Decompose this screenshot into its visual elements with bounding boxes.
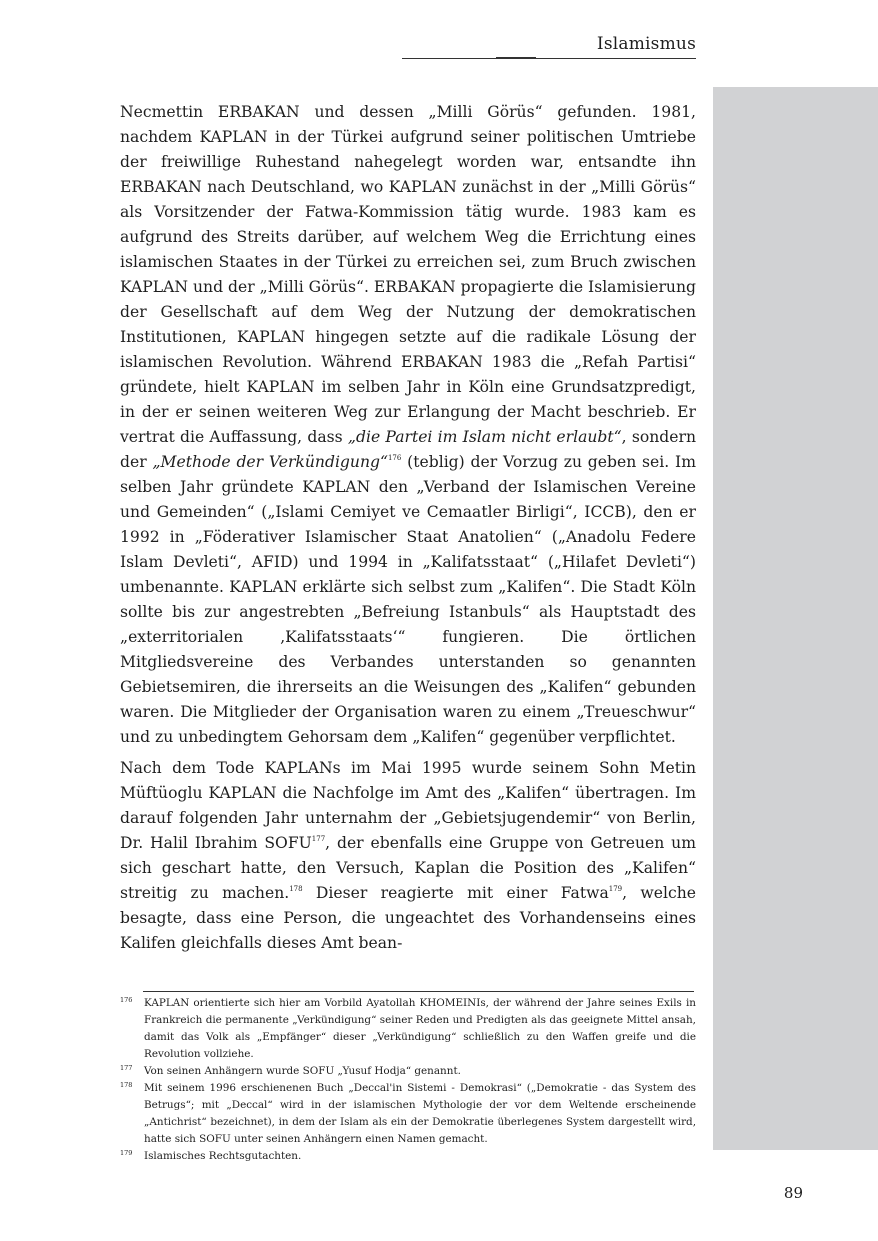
- footnote: [120, 1080, 696, 1148]
- footnote-number: 176: [120, 996, 133, 1004]
- running-header: Islamismus: [596, 34, 696, 54]
- footnote-number: 179: [120, 1149, 133, 1157]
- footnote-text: KAPLAN orientierte sich hier am Vorbild Ayatollah KHOMEINIs, der während der Jahre seines Exils in Frankreich die permanente „Verkündigung“ seiner Reden und Predigten als das geeignete Mittel ansah, damit das Volk als „Empfänger“ dieser „Verkündigung“ schließlich zu den Waffen greife und die Revolution vollziehe.: [144, 997, 696, 1060]
- header-rule-accent: [496, 57, 536, 59]
- body-paragraph-1: [120, 100, 696, 750]
- footnote: [120, 1148, 696, 1165]
- paragraph-text: Dieser reagierte mit einer Fatwa: [302, 884, 609, 902]
- footnote-ref: 177: [311, 835, 326, 843]
- footnote-ref: 176: [387, 454, 402, 462]
- footnote-number: 178: [120, 1081, 133, 1089]
- footnote-text: Islamisches Rechtsgutachten.: [144, 1150, 302, 1162]
- footnote: [120, 995, 696, 1063]
- footnote-ref: 178: [289, 885, 303, 893]
- paragraph-text: Necmettin ERBAKAN und dessen „Milli Görüs“ gefunden. 1981, nachdem KAPLAN in der Türkei aufgrund seiner politischen Umtriebe der freiwillige Ruhestand nahegelegt worden war, entsandte ihn ERBAKAN nach Deutschland, wo KAPLAN zunächst in der „Milli Görüs“ als Vorsitzender der Fatwa-Kommission tätig wurde. 1983 kam es aufgrund des Streits darüber, auf welchem Weg die Errichtung eines islamischen Staates in der Türkei zu erreichen sei, zum Bruch zwischen KAPLAN und der „Milli Görüs“. ERBAKAN propagierte die Islamisierung der Gesellschaft auf dem Weg der Nutzung der demokratischen Institutionen, KAPLAN hingegen setzte auf die radikale Lösung der islamischen Revolution. Während ERBAKAN 1983 die „Refah Partisi“ gründete, hielt KAPLAN im selben Jahr in Köln eine Grundsatzpredigt, in der er seinen weiteren Weg zur Erlangung der Macht beschrieb. Er vertrat die Auffassung, dass: [120, 103, 696, 446]
- side-margin-band: [713, 87, 878, 1150]
- footnote-text: Mit seinem 1996 erschienenen Buch „Deccal'in Sistemi - Demokrasi“ („Demokratie - das System des Betrugs“; mit „Deccal“ wird in der islamischen Mythologie der vor dem Weltende erscheinende „Antichrist“ bezeichnet), in dem der Islam als ein der Demokratie überlegenes System dargestellt wird, hatte sich SOFU unter seinen Anhängern einen Namen gemacht.: [144, 1082, 696, 1145]
- body-paragraph-2: [120, 756, 696, 956]
- paragraph-text: , der ebenfalls eine Gruppe von Getreuen um sich geschart hatte, den Versuch, Kaplan die Position des „Kalifen“ streitig zu machen.: [120, 834, 696, 902]
- quote-italic: „die Partei im Islam nicht erlaubt“: [347, 428, 622, 446]
- footnote-rule: [143, 991, 694, 992]
- footnote: [120, 1063, 696, 1080]
- paragraph-text: Nach dem Tode KAPLANs im Mai 1995 wurde seinem Sohn Metin Müftüoglu KAPLAN die Nachfolge im Amt des „Kalifen“ übertragen. Im darauf folgenden Jahr unternahm der „Gebietsjugendemir“ von Berlin, Dr. Halil Ibrahim SOFU: [120, 759, 696, 852]
- footnote-number: 177: [120, 1064, 133, 1072]
- header-rule: [402, 58, 696, 59]
- paragraph-text: , sondern der: [120, 428, 696, 471]
- footnote-text: Von seinen Anhängern wurde SOFU „Yusuf Hodja“ genannt.: [144, 1065, 461, 1077]
- paragraph-text: , welche besagte, dass eine Person, die ungeachtet des Vorhandenseins eines Kalifen gleichfalls dieses Amt bean-: [120, 884, 697, 952]
- quote-italic: „Methode der Verkündigung“: [152, 453, 388, 471]
- footnotes: [120, 995, 696, 1165]
- paragraph-text: (teblig) der Vorzug zu geben sei. Im selben Jahr gründete KAPLAN den „Verband der Islamischen Vereine und Gemeinden“ („Islami Cemiyet ve Cemaatler Birligi“, ICCB), den er 1992 in „Föderativer Islamischer Staat Anatolien“ („Anadolu Federe Islam Devleti“, AFID) und 1994 in „Kalifatsstaat“ („Hilafet Devleti“) umbenannte. KAPLAN erklärte sich selbst zum „Kalifen“. Die Stadt Köln sollte bis zur angestrebten „Befreiung Istanbuls“ als Hauptstadt des „exterritorialen ‚Kalifatsstaats‘“ fungieren. Die örtlichen Mitgliedsvereine des Verbandes unterstanden so genannten Gebietsemiren, die ihrerseits an die Weisungen des „Kalifen“ gebunden waren. Die Mitglieder der Organisation waren zu einem „Treueschwur“ und zu unbedingtem Gehorsam dem „Kalifen“ gegenüber verpflichtet.: [120, 453, 696, 746]
- page-number: 89: [783, 1184, 803, 1202]
- footnote-ref: 179: [608, 885, 623, 893]
